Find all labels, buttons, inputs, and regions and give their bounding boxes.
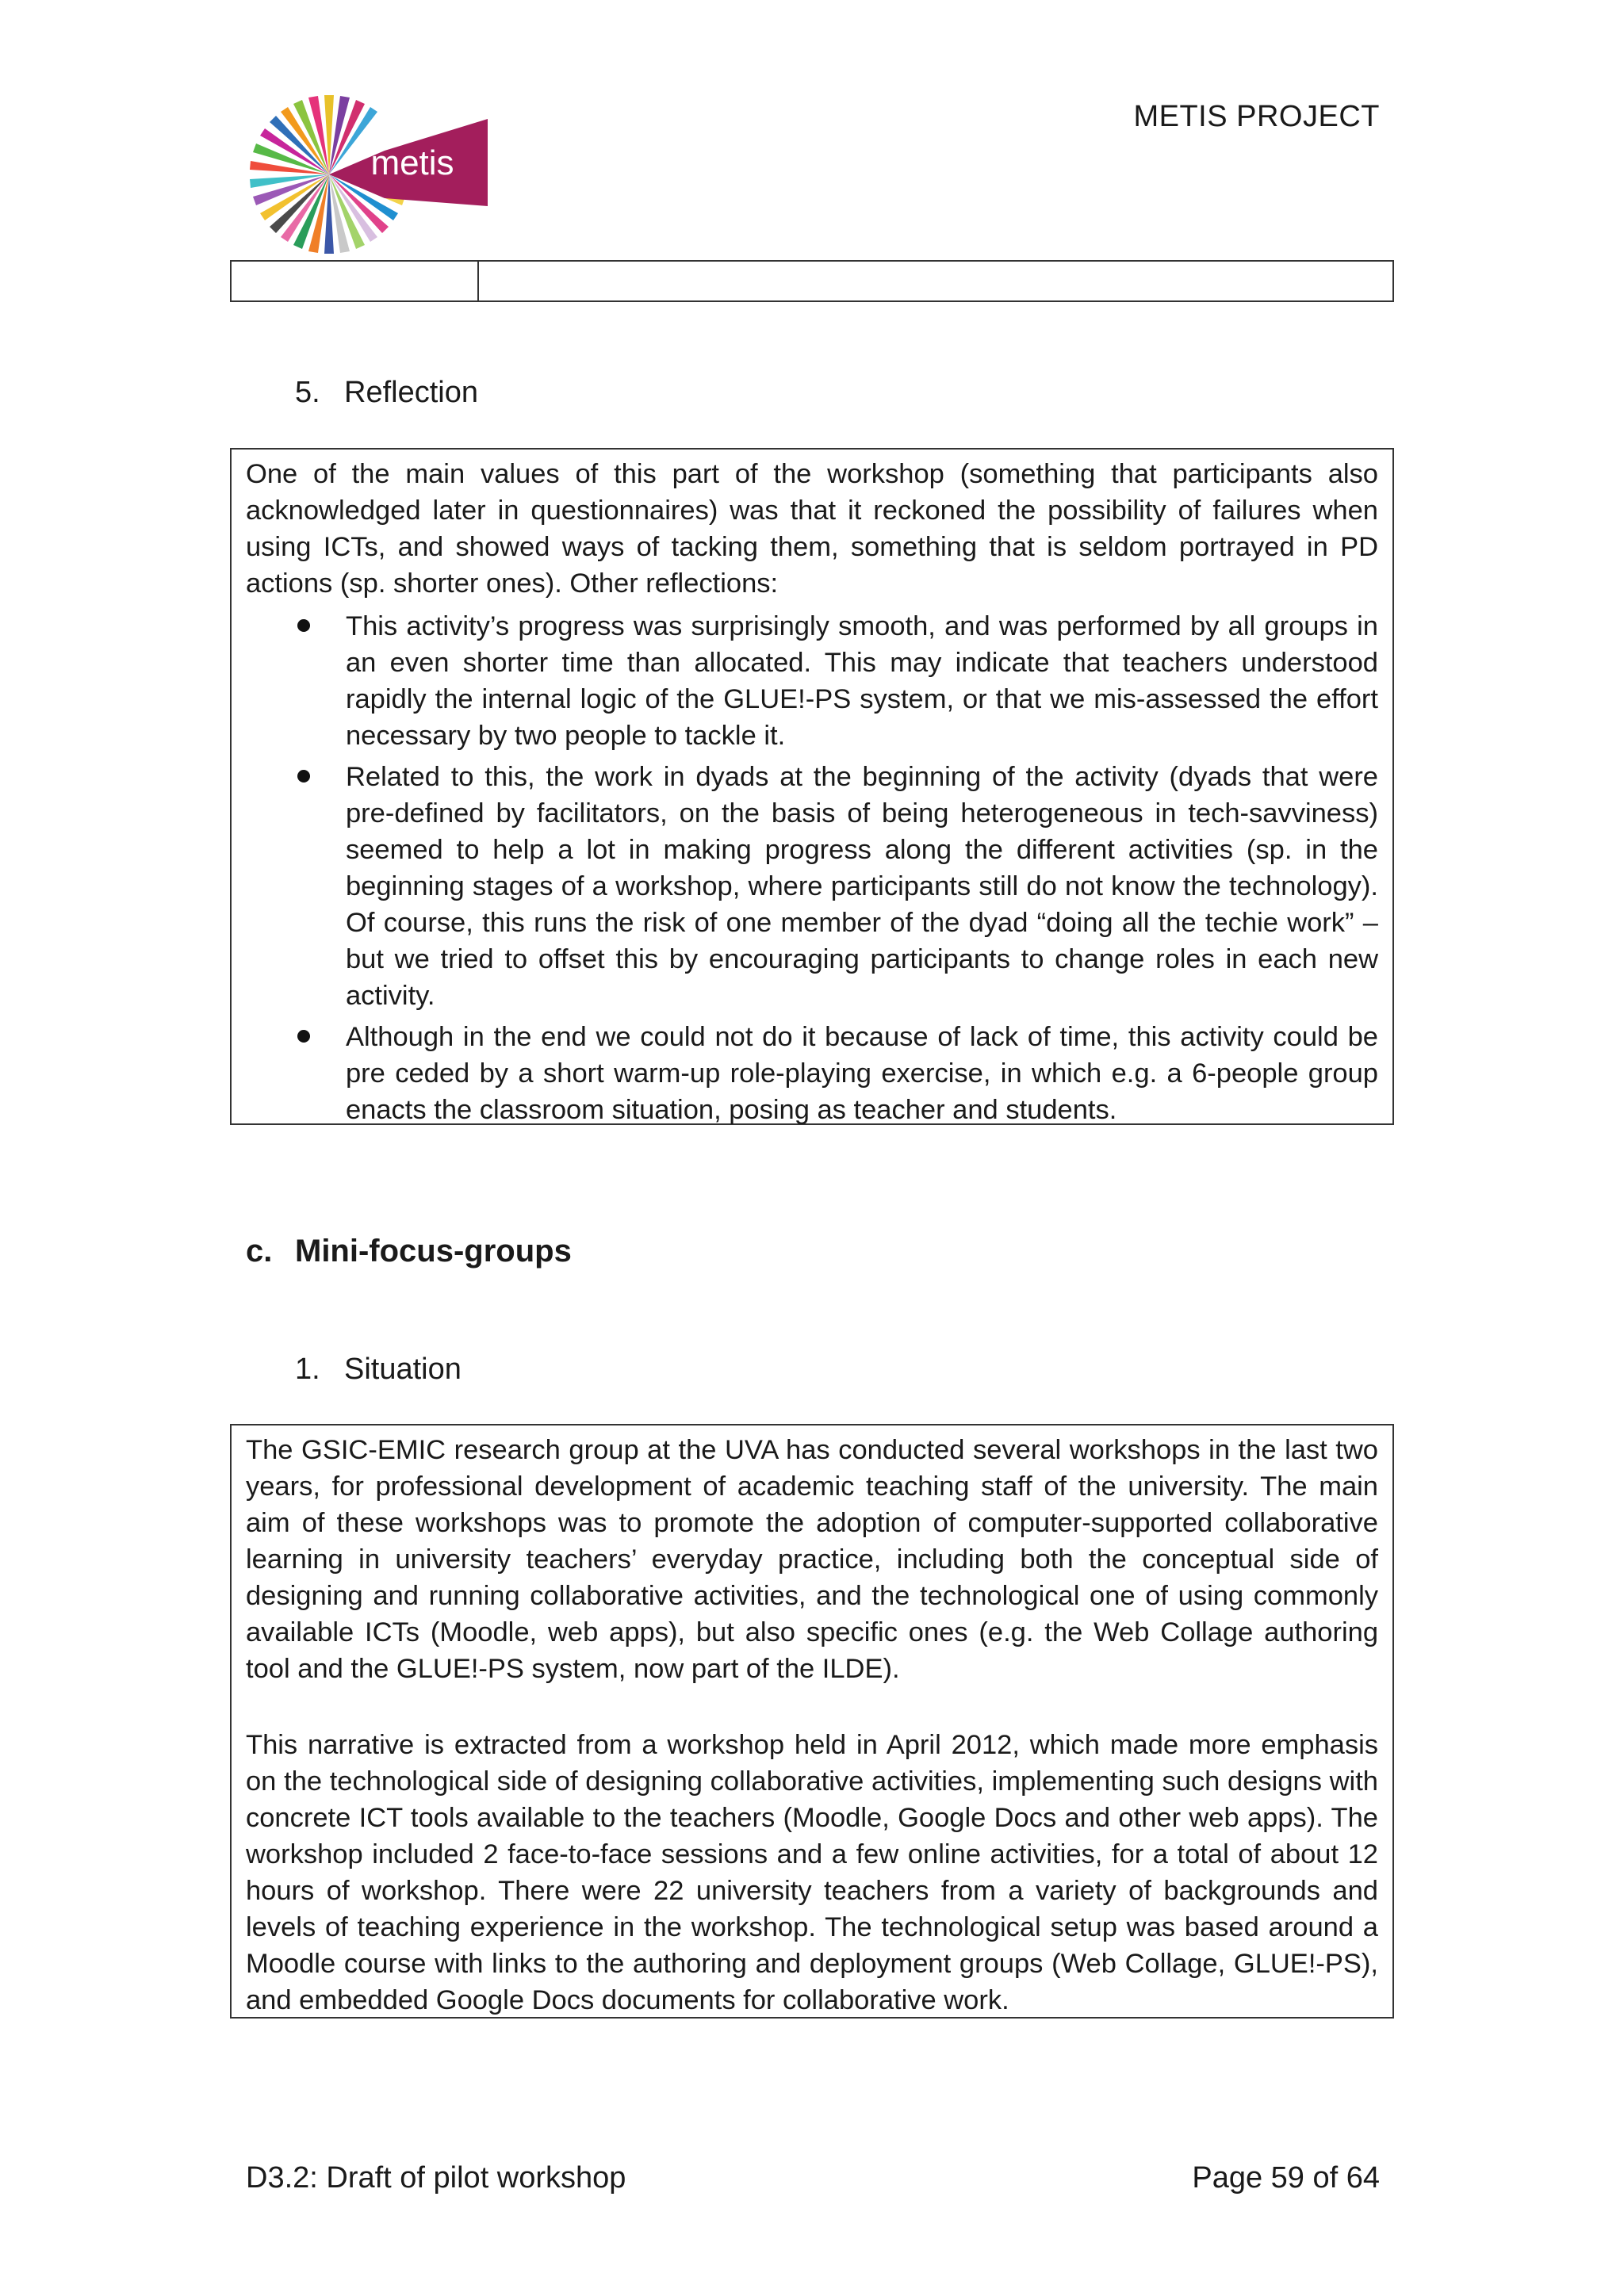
list-item [246, 1019, 1378, 1128]
table-cell [232, 262, 479, 300]
top-table-fragment [230, 260, 1394, 302]
heading-number: 1. [295, 1353, 320, 1386]
list-item [246, 608, 1378, 754]
logo-wordmark: metis [370, 144, 454, 182]
bullet-icon [297, 770, 310, 783]
list-item-text: Related to this, the work in dyads at the beginning of the activity (dyads that were pre-defined by facilitators, on the basis of being heterogeneous in tech-savviness) seemed to help a lot in making progress along the different activities (sp. in the beginning stages of a workshop, where participants still do not know the technology). Of course, this runs the risk of one member of the dyad “doing all the techie work” – but we tried to offset this by encouraging participants to change roles in each new activity. [346, 762, 1378, 1011]
list-item [246, 759, 1378, 1014]
reflection-heading [295, 376, 478, 410]
metis-logo [242, 87, 488, 262]
metis-logo-graphic [242, 87, 488, 262]
heading-title: Situation [344, 1353, 462, 1386]
reflection-bullet-list [246, 608, 1378, 1128]
heading-number: 5. [295, 376, 320, 409]
situation-heading [295, 1353, 462, 1387]
footer-page-number: Page 59 of 64 [1192, 2161, 1380, 2195]
list-item-text: This activity’s progress was surprisingly smooth, and was performed by all groups in an even shorter time than allocated. This may indicate that teachers understood rapidly the internal logic of the GLUE!-PS system, or that we mis-assessed the effort necessary by two people to tackle it. [346, 611, 1378, 751]
header-project-title: METIS PROJECT [1133, 100, 1380, 133]
bullet-icon [297, 1030, 310, 1043]
section-letter: c. [246, 1234, 273, 1269]
reflection-intro: One of the main values of this part of the workshop (something that participants also acknowledged later in questionnaires) was that it reckoned the possibility of failures when using ICTs, and showed ways of tacking them, something that is seldom portrayed in PD actions (sp. shorter ones). Other reflections: [246, 459, 1378, 599]
situation-box [230, 1424, 1394, 2019]
bullet-icon [297, 619, 310, 632]
section-heading [246, 1234, 572, 1269]
section-title: Mini-focus-groups [295, 1234, 572, 1269]
situation-paragraph-2: This narrative is extracted from a workshop held in April 2012, which made more emphasis on the technological side of designing collaborative activities, implementing such designs with concrete ICT tools available to the teachers (Moodle, Google Docs and other web apps). The workshop included 2 face-to-face sessions and a few online activities, for a total of about 12 hours of workshop. There were 22 university teachers from a variety of backgrounds and levels of teaching experience in the workshop. The technological setup was based around a Moodle course with links to the authoring and deployment groups (Web Collage, GLUE!-PS), and embedded Google Docs documents for collaborative work. [246, 1730, 1378, 2015]
reflection-box [230, 448, 1394, 1125]
heading-title: Reflection [344, 376, 478, 409]
list-item-text: Although in the end we could not do it because of lack of time, this activity could be pre ceded by a short warm-up role-playing exercise, in which e.g. a 6-people group enacts the classroom situation, posing as teacher and students. [346, 1022, 1378, 1125]
situation-paragraph-1: The GSIC-EMIC research group at the UVA has conducted several workshops in the last two years, for professional development of academic teaching staff of the university. The main aim of these workshops was to promote the adoption of computer-supported collaborative learning in university teachers’ everyday practice, including both the conceptual side of designing and running collaborative activities, and the technological one of using commonly available ICTs (Moodle, web apps), but also specific ones (e.g. the Web Collage authoring tool and the GLUE!-PS system, now part of the ILDE). [246, 1435, 1378, 1684]
table-cell [479, 262, 1392, 300]
footer-document-title: D3.2: Draft of pilot workshop [246, 2161, 626, 2195]
